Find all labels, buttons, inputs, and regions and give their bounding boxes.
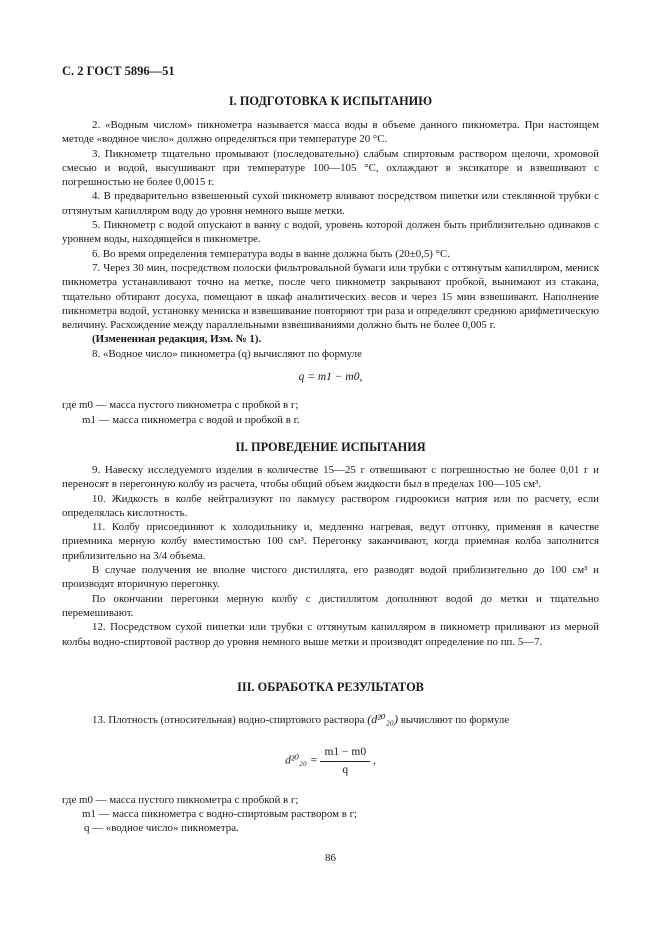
- paragraph-12: 12. Посредством сухой пипетки или трубки с оттянутым капилляром в пикнометр приливают из мерной колбы водно-спиртовой раствор до уровня немного выше метки и производят определение по пп. 5—7.: [62, 621, 599, 648]
- formula-density-fraction: [320, 745, 370, 777]
- section-title-2: II. ПРОВЕДЕНИЕ ИСПЫТАНИЯ: [235, 440, 426, 454]
- where-q: q — «водное число» пикнометра.: [84, 822, 239, 835]
- where-m1: m1 — масса пикнометра с водой и пробкой в г.: [82, 413, 300, 426]
- fraction-denominator: q: [342, 763, 349, 776]
- fraction-numerator: m1 − m0: [320, 745, 370, 761]
- where-m0: где m0 — масса пустого пикнометра с пробкой в г;: [62, 399, 299, 412]
- paragraph-3: 3. Пикнометр тщательно промывают (последовательно) слабым спиртовым раствором щелочи, хромовой смесью и водой, высушивают при температуре 100—105 °С, охлаждают в эксикаторе и взвешивают с погрешностью не более 0,0015 г.: [62, 147, 599, 189]
- where-m1-2: m1 — масса пикнометра с водно-спиртовым раствором в г;: [82, 808, 358, 821]
- paragraph-8: 8. «Водное число» пикнометра (q) вычисляют по формуле: [92, 347, 362, 360]
- section-title-3: III. ОБРАБОТКА РЕЗУЛЬТАТОВ: [237, 680, 424, 694]
- section-title-1: I. ПОДГОТОВКА К ИСПЫТАНИЮ: [228, 94, 433, 108]
- section-2-body: [62, 463, 599, 649]
- paragraph-7: 7. Через 30 мин, посредством полоски фильтровальной бумаги или трубки с оттянутым капилляром, мениск пикнометра устанавливают точно на метке, после чего пикнометр закрывают пробкой, вынимают из стакана, тщательно обтирают досуха, помещают в шкаф аналитических весов и через 15 мин взвешивают. Наполнение пикнометра водой, установку мениска и взвешивание повторяют три раза и определяют среднюю арифметическую величину. Расхождение между параллельными взвешиваниями должно быть не более 0,005 г.: [62, 261, 599, 332]
- paragraph-11: 11. Колбу присоединяют к холодильнику и, медленно нагревая, ведут отгонку, применяя в качестве приемника мерную колбу вместимостью 100 см³. Перегонку заканчивают, когда приемная колба заполнится приблизительно на 3/4 объема.: [62, 521, 599, 562]
- section-3-body: [62, 712, 599, 836]
- paragraph-10: 10. Жидкость в колбе нейтрализуют по лакмусу раствором гидроокиси натрия или по расчету, если определялась кислотность.: [62, 492, 599, 519]
- formula-density-lhs: d²⁰₂₀ =: [285, 754, 318, 767]
- paragraph-6: 6. Во время определения температура воды в ванне должна быть (20±0,5) °С.: [92, 247, 450, 260]
- paragraph-11c: По окончании перегонки мерную колбу с дистиллятом дополняют водой до метки и тщательно перемешивают.: [62, 592, 599, 619]
- formula-water-number: q = m1 − m0,: [298, 371, 363, 384]
- page-header: С. 2 ГОСТ 5896—51: [62, 64, 175, 78]
- paragraph-11b: В случае получения не вполне чистого дистиллята, его разводят водой приблизительно до 100 см³ и производят вторичную перегонку.: [62, 564, 599, 591]
- document-page: [62, 0, 599, 936]
- paragraph-5: 5. Пикнометр с водой опускают в ванну с водой, уровень которой должен быть приблизительно одинаков с уровнем воды, находящейся в пикнометре.: [62, 219, 599, 246]
- formula-density: [62, 745, 599, 777]
- formula-density-tail: ,: [372, 754, 376, 767]
- paragraph-4: 4. В предварительно взвешенный сухой пикнометр вливают посредством пипетки или стеклянной трубки с оттянутым капилляром воду до уровня немного выше метки.: [62, 190, 599, 217]
- section-1-body: [62, 118, 599, 427]
- paragraph-13: 13. Плотность (относительная) водно-спиртового раствора (d²⁰₂₀) вычисляют по формуле: [92, 712, 510, 726]
- amendment-note: (Измененная редакция, Изм. № 1).: [92, 333, 262, 346]
- where-m0-2: где m0 — масса пустого пикнометра с пробкой в г;: [62, 793, 299, 806]
- paragraph-2: 2. «Водным числом» пикнометра называется масса воды в объеме данного пикнометра. При настоящем методе «водяное число» должно определяться при температуре 20 °С.: [62, 119, 599, 146]
- page-number: 86: [325, 852, 336, 864]
- density-symbol: (d²⁰₂₀): [367, 712, 398, 726]
- paragraph-9: 9. Навеску исследуемого изделия в количестве 15—25 г отвешивают с погрешностью не более 0,01 г и переносят в перегонную колбу из расчета, чтобы общий объем жидкости был в пределах 100—105 см³.: [62, 464, 599, 491]
